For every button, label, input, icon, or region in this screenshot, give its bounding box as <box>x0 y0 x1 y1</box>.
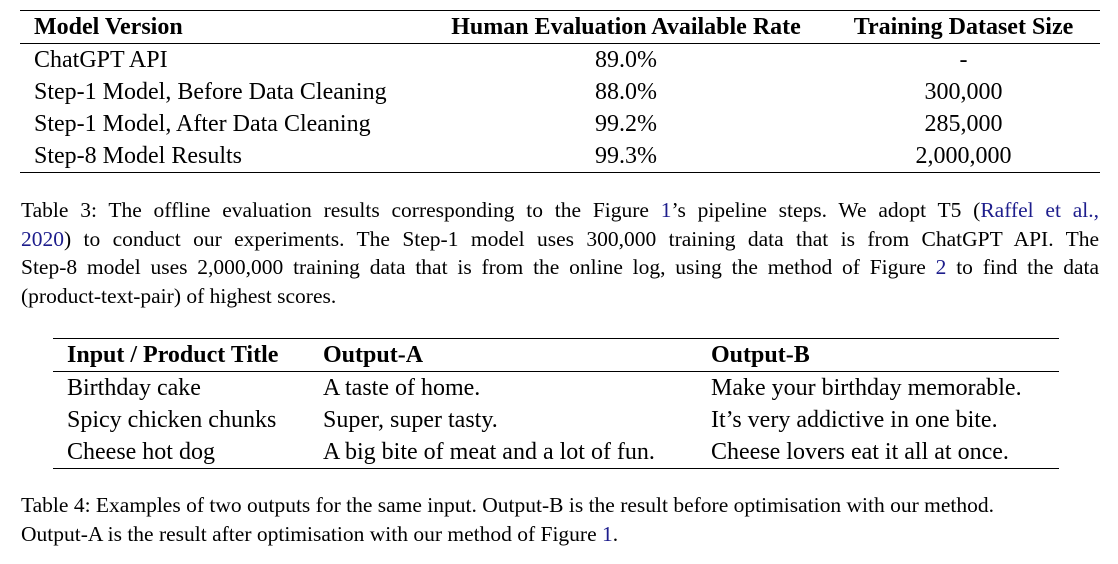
table-3-cell-size: 285,000 <box>924 111 1003 137</box>
table-3 <box>20 10 1100 173</box>
caption-line <box>21 253 1099 282</box>
caption-text: to find the data <box>946 255 1100 280</box>
table-4-cell-output-b: It’s very addictive in one bite. <box>711 407 998 433</box>
caption-line <box>21 196 1099 225</box>
table-3-cell-rate: 99.2% <box>595 111 657 137</box>
table-4-grid <box>53 338 1059 469</box>
table-4-cell-input: Spicy chicken chunks <box>67 407 277 433</box>
raffel-citation-link[interactable]: Raffel et al., <box>980 198 1099 222</box>
table-3-header-human-eval-rate: Human Evaluation Available Rate <box>451 14 801 40</box>
table-4-header-output-b: Output-B <box>711 342 810 368</box>
table-3-cell-model: Step-1 Model, After Data Cleaning <box>34 111 371 137</box>
table-4-cell-input: Cheese hot dog <box>67 439 215 465</box>
table-row <box>20 108 1100 140</box>
table-row <box>20 140 1100 173</box>
caption-text: Output-A is the result after optimisation with our method of Figure <box>21 521 603 546</box>
caption-line: Table 4: Examples of two outputs for the same input. Output-B is the result before optimisation with our method. <box>21 493 995 517</box>
table-3-grid <box>20 10 1100 173</box>
caption-line <box>21 520 1099 549</box>
caption-text: Step-8 model uses 2,000,000 training data that is from the online log, using the method of Figure <box>21 255 936 280</box>
table-3-header-model-version: Model Version <box>34 14 183 40</box>
table-row <box>20 76 1100 108</box>
table-row <box>53 372 1059 405</box>
table-3-cell-model: ChatGPT API <box>34 47 168 73</box>
figure-1-ref-link[interactable]: 1 <box>602 521 613 546</box>
caption-text: ) to conduct our experiments. The Step-1 model uses 300,000 training data that is from ChatGPT API. The <box>64 226 1099 251</box>
caption-text: Table 3: The offline evaluation results corresponding to the Figure <box>21 198 661 222</box>
table-3-header-dataset-size: Training Dataset Size <box>853 14 1074 40</box>
table-3-cell-size: 300,000 <box>924 79 1003 105</box>
table-4-cell-output-b: Make your birthday memorable. <box>711 375 1022 401</box>
table-3-cell-model: Step-1 Model, Before Data Cleaning <box>34 79 387 105</box>
table-4-cell-output-a: A taste of home. <box>323 375 481 401</box>
table-4-cell-output-b: Cheese lovers eat it all at once. <box>711 439 1009 465</box>
figure-2-ref-link[interactable]: 2 <box>935 255 947 280</box>
table-3-cell-model: Step-8 Model Results <box>34 143 242 169</box>
table-3-cell-size: - <box>959 47 968 73</box>
table-3-header-row <box>20 11 1100 44</box>
table-row <box>53 436 1059 469</box>
table-4-header-output-a: Output-A <box>323 342 424 368</box>
table-4-cell-output-a: Super, super tasty. <box>323 407 498 433</box>
table-4-header-row <box>53 339 1059 372</box>
table-3-cell-rate: 99.3% <box>595 143 657 169</box>
raffel-citation-year-link[interactable]: 2020 <box>21 226 64 251</box>
table-4-cell-input: Birthday cake <box>67 375 201 401</box>
figure-1-ref-link[interactable]: 1 <box>660 198 672 222</box>
table-3-cell-size: 2,000,000 <box>915 143 1012 169</box>
caption-line <box>21 225 1099 254</box>
caption-line: (product-text-pair) of highest scores. <box>21 283 337 308</box>
table-4-header-input: Input / Product Title <box>67 342 279 368</box>
caption-text: . <box>612 521 619 546</box>
table-3-cell-rate: 89.0% <box>595 47 657 73</box>
table-row <box>20 44 1100 77</box>
table-row <box>53 404 1059 436</box>
table-3-caption <box>21 196 1099 310</box>
table-4 <box>53 338 1059 469</box>
table-4-cell-output-a: A big bite of meat and a lot of fun. <box>323 439 655 465</box>
table-3-cell-rate: 88.0% <box>595 79 657 105</box>
caption-text: ’s pipeline steps. We adopt T5 ( <box>671 198 981 222</box>
table-4-caption <box>21 491 1099 548</box>
